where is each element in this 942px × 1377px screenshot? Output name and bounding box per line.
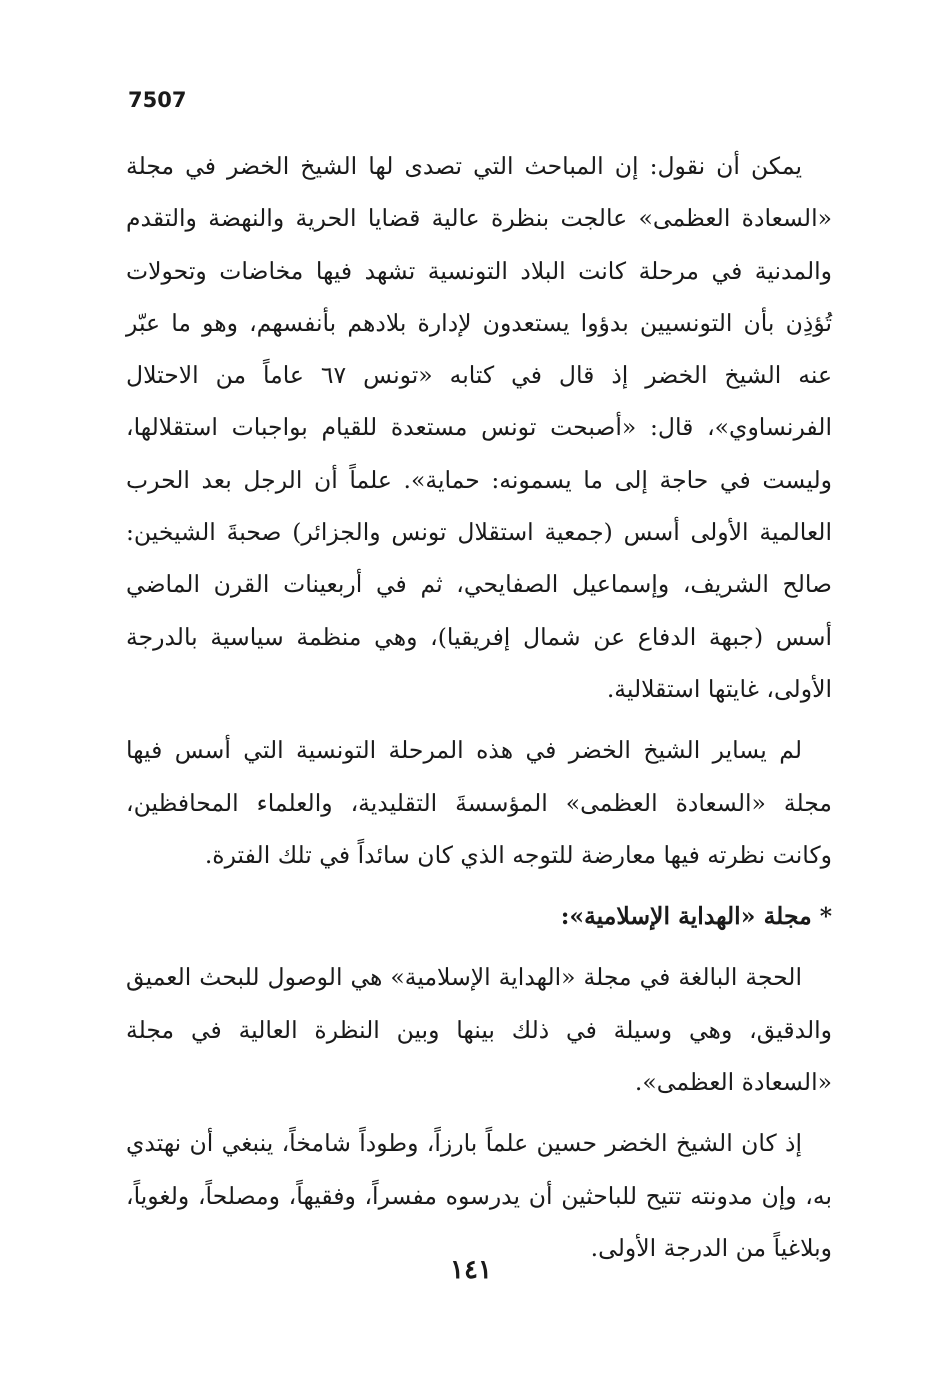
section-heading-text: مجلة «الهداية الإسلامية»:: [560, 902, 812, 931]
paragraph-2: لم يساير الشيخ الخضر في هذه المرحلة التونسية التي أسس فيها مجلة «السعادة العظمى» المؤسسةَ التقليدية، والعلماء المحافظين، وكانت نظرته فيها معارضة للتوجه الذي كان سائداً في تلك الفترة.: [126, 736, 832, 869]
paragraph-1: يمكن أن نقول: إن المباحث التي تصدى لها الشيخ الخضر في مجلة «السعادة العظمى» عالجت بنظرة عالية قضايا الحرية والنهضة والتقدم والمدنية في مرحلة كانت البلاد التونسية تشهد فيها مخاضات وتحولات تُؤذِن بأن التونسيين بدؤوا يستعدون لإدارة بلادهم بأنفسهم، وهو ما عبّر عنه الشيخ الخضر إذ قال في كتابه «تونس ٦٧ عاماً من الاحتلال الفرنساوي»، قال: «أصبحت تونس مستعدة للقيام بواجبات استقلالها، وليست في حاجة إلى ما يسمونه: حماية». علماً أن الرجل بعد الحرب العالمية الأولى أسس (جمعية استقلال تونس والجزائر) صحبةَ الشيخين: صالح الشريف، وإسماعيل الصفايحي، ثم في أربعينات القرن الماضي أسس (جبهة الدفاع عن شمال إفريقيا)، وهي منظمة سياسية بالدرجة الأولى، غايتها استقلالية.: [126, 152, 832, 703]
page-code: 7507: [128, 88, 187, 112]
page-number: ١٤١: [450, 1255, 492, 1285]
bullet-icon: *: [819, 902, 832, 931]
section-heading: [126, 890, 832, 942]
page-body: [126, 140, 832, 1283]
paragraph-3: الحجة البالغة في مجلة «الهداية الإسلامية» هي الوصول للبحث العميق والدقيق، وهي وسيلة في ذلك بينها وبين النظرة العالية في مجلة «السعادة العظمى».: [126, 963, 832, 1097]
paragraph-4: إذ كان الشيخ الخضر حسين علماً بارزاً، وطوداً شامخاً، ينبغي أن نهتدي به، وإن مدونته تتيح للباحثين أن يدرسوه مفسراً، وفقيهاً، ومصلحاً، ولغوياً، وبلاغياً من الدرجة الأولى.: [126, 1129, 832, 1262]
